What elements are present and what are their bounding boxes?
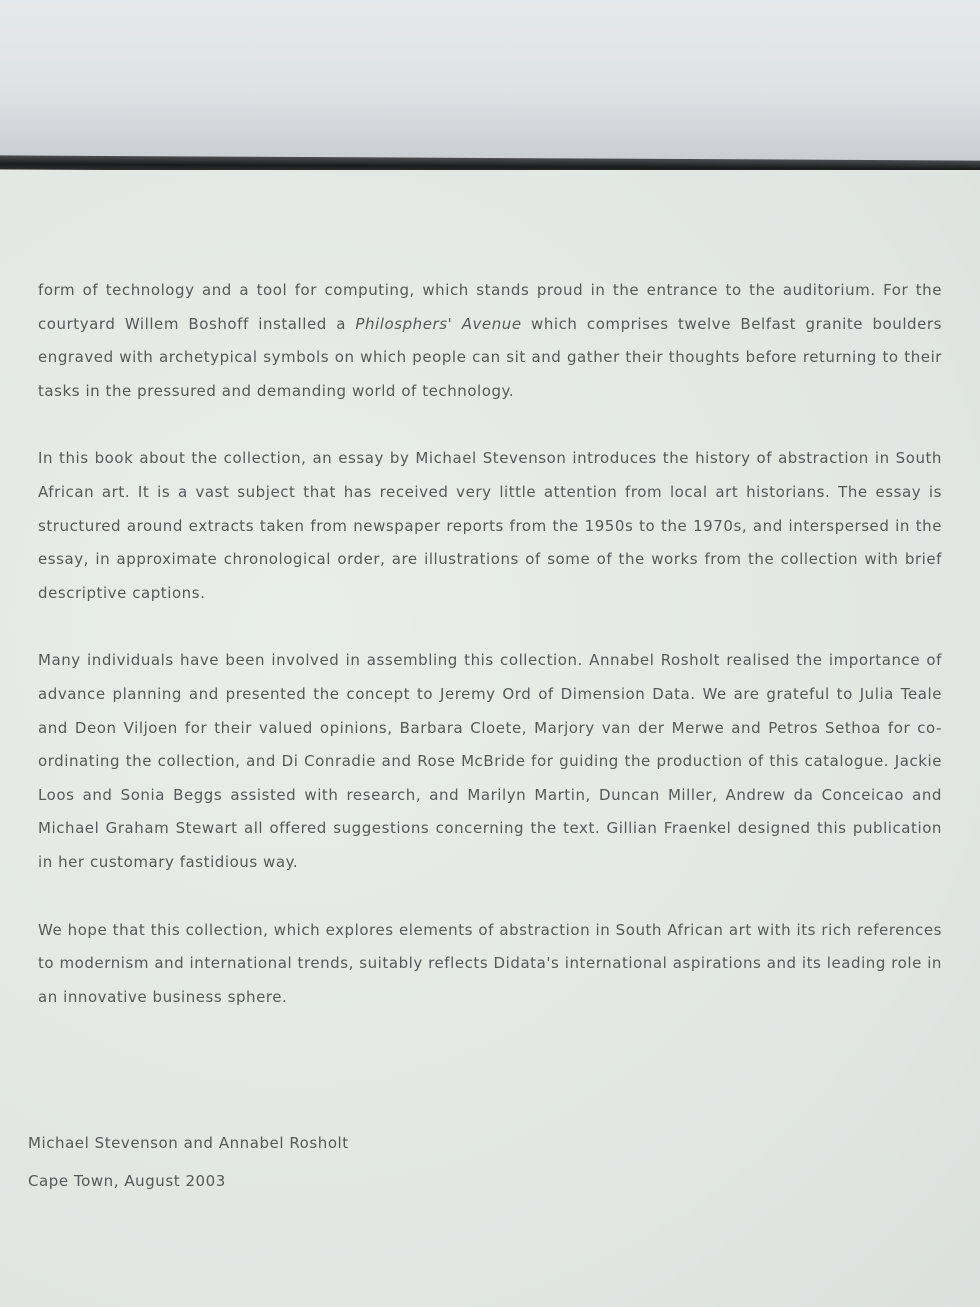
artwork-title: Philosphers' Avenue — [355, 314, 522, 333]
background-surface — [0, 0, 980, 165]
book-page — [0, 170, 980, 1307]
paragraph-technology — [38, 274, 942, 408]
paragraph-technology-part2: which comprises twelve Belfast granite boulders engraved with archetypical symbols on which people can sit and gather their thoughts before returning to their tasks in the pressured and demanding world of technology. — [38, 314, 942, 400]
signature-block — [28, 1124, 349, 1200]
signature-place-date: Cape Town, August 2003 — [28, 1172, 226, 1190]
signature-authors: Michael Stevenson and Annabel Rosholt — [28, 1134, 349, 1152]
paragraph-technology-part1: form of technology and a tool for computing, which stands proud in the entrance to the auditorium. For the courtyard Willem Boshoff installed a — [38, 281, 942, 333]
paragraph-closing: We hope that this collection, which explores elements of abstraction in South African art with its rich references to modernism and international trends, suitably reflects Didata's international aspirations and its leading role in an innovative business sphere. — [38, 920, 942, 1006]
paragraph-book-essay: In this book about the collection, an essay by Michael Stevenson introduces the history of abstraction in South African art. It is a vast subject that has received very little attention from local art historians. The essay is structured around extracts taken from newspaper reports from the 1950s to the 1970s, and interspersed in the essay, in approximate chronological order, are illustrations of some of the works from the collection with brief descriptive captions. — [38, 449, 942, 602]
body-text — [38, 274, 942, 1014]
paragraph-acknowledgements: Many individuals have been involved in assembling this collection. Annabel Rosholt realised the importance of advance planning and presented the concept to Jeremy Ord of Dimension Data. We are grateful to Julia Teale and Deon Viljoen for their valued opinions, Barbara Cloete, Marjory van der Merwe and Petros Sethoa for co-ordinating the collection, and Di Conradie and Rose McBride for guiding the production of this catalogue. Jackie Loos and Sonia Beggs assisted with research, and Marilyn Martin, Duncan Miller, Andrew da Conceicao and Michael Graham Stewart all offered suggestions concerning the text. Gillian Fraenkel designed this publication in her customary fastidious way. — [38, 651, 942, 871]
